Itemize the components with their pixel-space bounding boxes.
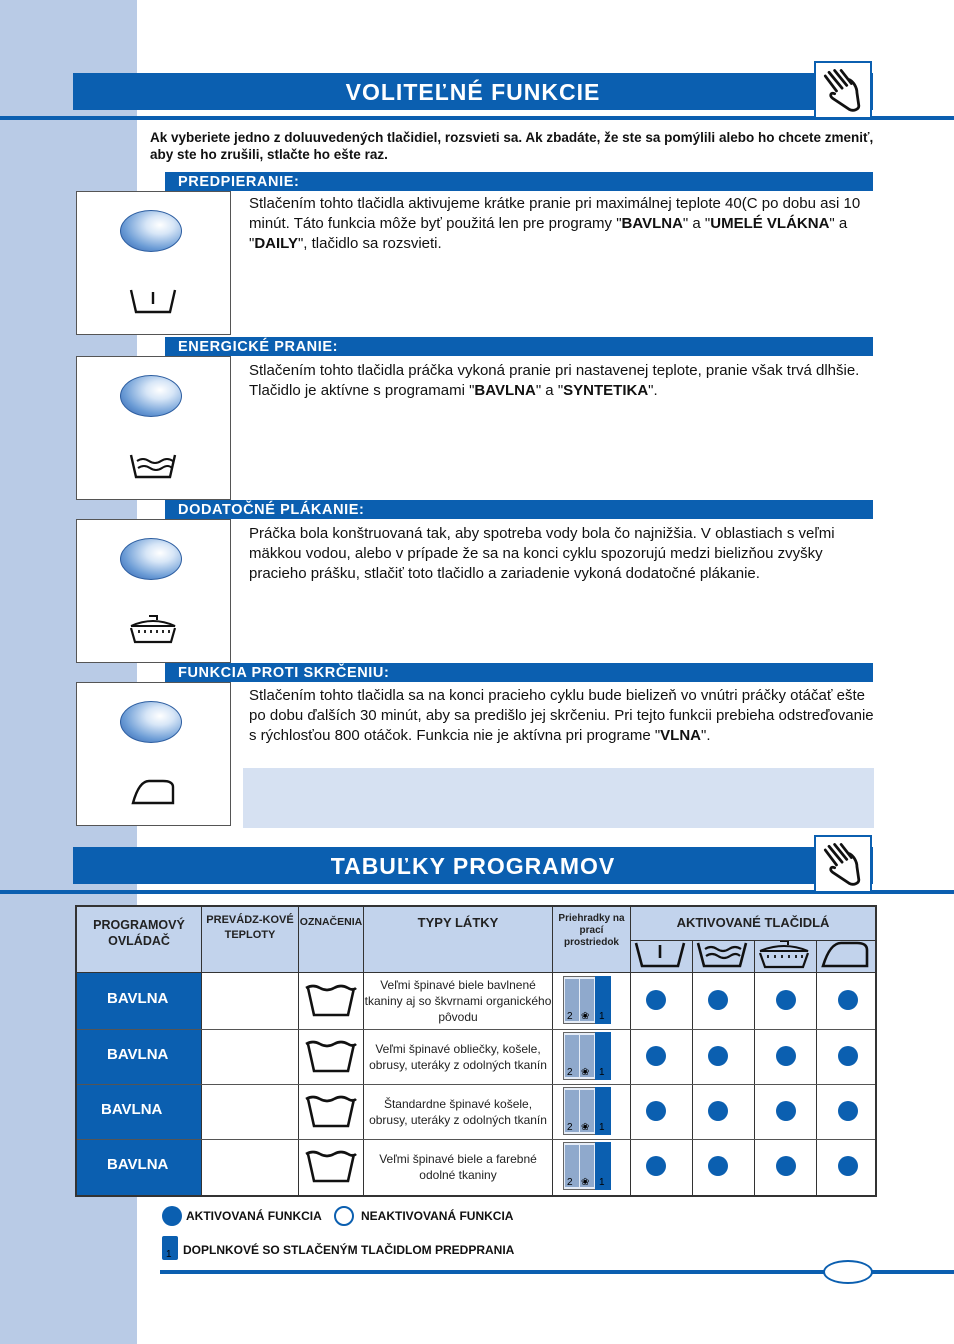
program-table [75, 905, 877, 1197]
fabric-description: Veľmi špinavé biele bavlnené tkaniny aj so škvrnami organického pôvodu [364, 977, 552, 1024]
note-box [243, 768, 874, 828]
function-text-intensive [249, 361, 875, 401]
prewash-icon [127, 286, 179, 316]
extra-rinse-icon [756, 939, 812, 969]
intro-text: Ak vyberiete jedno z doluuvedených tlačidiel, rozsvieti sa. Ak zbadáte, že ste sa pomýlili alebo ho chcete zmeniť, aby ste ho zrušili, stlačte ho ešte raz. [150, 130, 874, 162]
active-indicator [708, 990, 728, 1010]
emphasis-text: DAILY [254, 235, 298, 252]
active-indicator [646, 1156, 666, 1176]
dispenser-icon [563, 1142, 611, 1190]
dispenser-label: ❀ [581, 1177, 590, 1188]
legend-extra: DOPLNKOVÉ SO STLAČENÝM TLAČIDLOM PREDPRANIA [183, 1243, 515, 1257]
active-indicator [708, 1046, 728, 1066]
program-name: BAVLNA [107, 990, 169, 1007]
active-indicator [708, 1156, 728, 1176]
body-text: Práčka bola konštruovaná tak, aby spotreba vody bola čo najnižšia. V oblastiach s veľmi mäkkou vodou, alebo v prípade že sa na konci cyklu spozorujú medzi bielizňou zvyšky pracieho prášku, stlačiť toto tlačidlo a zariadenie vykoná dodatočné plákanie. [249, 525, 835, 582]
intensive-wash-icon [127, 451, 179, 481]
dispenser-icon [563, 1087, 611, 1135]
row-divider [77, 1029, 875, 1030]
active-dot-icon [162, 1206, 182, 1226]
wash-tub-icon [303, 1148, 359, 1184]
dispenser-label: 1 [599, 1122, 605, 1133]
dispenser-label: 1 [599, 1011, 605, 1022]
dispenser-badge [162, 1236, 178, 1260]
function-text-prewash [249, 194, 875, 254]
column-divider [692, 940, 693, 1195]
header-program: PROGRAMOVÝ OVLÁDAČ [93, 918, 185, 948]
function-title-rinse: DODATOČNÉ PLÁKANIE: [165, 500, 873, 519]
active-indicator [838, 1101, 858, 1121]
intensive-wash-icon [694, 939, 750, 969]
dispenser-icon [563, 976, 611, 1024]
header-subdivider [630, 940, 875, 941]
row-divider [77, 1084, 875, 1085]
optional-functions-title: VOLITEĽNÉ FUNKCIE [73, 73, 873, 110]
emphasis-text: BAVLNA [474, 382, 536, 399]
function-text-anticrease [249, 686, 875, 746]
function-panel-prewash [76, 191, 231, 335]
legend-active: AKTIVOVANÁ FUNKCIA [186, 1209, 322, 1223]
body-text: ". [648, 382, 658, 399]
header-temperature: PREVÁDZ-KOVÉ TEPLOTY [206, 914, 294, 941]
column-divider [630, 907, 631, 1195]
active-indicator [646, 1101, 666, 1121]
body-text: Stlačením tohto tlačidla aktivujeme krátke pranie pri maximálnej teplote 40(C po dobu asi 10 minút. Táto funkcia môže byť použitá len pre programy " [249, 195, 861, 232]
active-indicator [776, 1156, 796, 1176]
dispenser-label: 2 [567, 1011, 573, 1022]
dispenser-badge-label: 1 [166, 1249, 172, 1260]
emphasis-text: VLNA [660, 727, 701, 744]
hand-icon [814, 835, 872, 893]
fabric-description: Veľmi špinavé biele a farebné odolné tkaniny [379, 1151, 537, 1182]
legend-inactive: NEAKTIVOVANÁ FUNKCIA [361, 1209, 514, 1223]
active-indicator [838, 1046, 858, 1066]
program-name: BAVLNA [107, 1046, 169, 1063]
active-indicator [776, 1046, 796, 1066]
function-panel-intensive [76, 356, 231, 500]
function-text-rinse [249, 524, 875, 584]
body-text: " a " [249, 215, 848, 252]
header-buttons: AKTIVOVANÉ TLAČIDLÁ [676, 915, 830, 930]
extra-rinse-button[interactable] [120, 538, 182, 580]
prewash-icon [632, 939, 688, 969]
header-marks: OZNAČENIA [299, 916, 363, 928]
anti-crease-icon [817, 939, 873, 969]
body-text: " a " [535, 382, 564, 399]
header-dispenser: Priehradky na prací prostriedok [558, 913, 625, 948]
page-number-oval [823, 1260, 873, 1284]
column-divider [816, 940, 817, 1195]
body-text: Stlačením tohto tlačidla sa na konci pracieho cyklu bude bielizeň vo vnútri práčky otáčať ešte po dobu ďalších 30 minút, aby sa predišlo jej skrčeniu. Pri tejto funkcii prebieha odstreďovanie s rýchlosťou 800 otáčok. Funkcia nie je aktívna pri programe " [249, 687, 874, 744]
column-divider [201, 907, 202, 1195]
dispenser-label: ❀ [581, 1122, 590, 1133]
inactive-dot-icon [334, 1206, 354, 1226]
body-text: ", tlačidlo sa rozsvieti. [297, 235, 442, 252]
section-divider [0, 890, 954, 894]
function-title-prewash: PREDPIERANIE: [165, 172, 873, 191]
active-indicator [838, 1156, 858, 1176]
dispenser-label: ❀ [581, 1067, 590, 1078]
function-title-intensive: ENERGICKÉ PRANIE: [165, 337, 873, 356]
emphasis-text: BAVLNA [621, 215, 683, 232]
program-name: BAVLNA [101, 1101, 163, 1118]
active-indicator [838, 990, 858, 1010]
prewash-button[interactable] [120, 210, 182, 252]
emphasis-text: SYNTETIKA [563, 382, 649, 399]
section-divider [0, 116, 954, 120]
body-text: ". [701, 727, 711, 744]
body-text: " a " [682, 215, 711, 232]
function-title-anticrease: FUNKCIA PROTI SKRČENIU: [165, 663, 873, 682]
function-panel-rinse [76, 519, 231, 663]
intensive-wash-button[interactable] [120, 375, 182, 417]
active-indicator [646, 990, 666, 1010]
row-divider [77, 1139, 875, 1140]
dispenser-label: 1 [599, 1067, 605, 1078]
dispenser-label: 2 [567, 1177, 573, 1188]
program-tables-title: TABUĽKY PROGRAMOV [73, 847, 873, 884]
anti-crease-button[interactable] [120, 701, 182, 743]
wash-tub-icon [303, 982, 359, 1018]
extra-rinse-icon [127, 614, 179, 644]
active-indicator [776, 1101, 796, 1121]
function-panel-anticrease [76, 682, 231, 826]
body-text: Stlačením tohto tlačidla práčka vykoná pranie pri nastavenej teplote, pranie však trvá dlhšie. Tlačidlo je aktívne s programami " [249, 362, 860, 399]
dispenser-label: ❀ [581, 1011, 590, 1022]
active-indicator [708, 1101, 728, 1121]
anti-crease-icon [127, 777, 179, 807]
emphasis-text: UMELÉ VLÁKNA [710, 215, 830, 232]
active-indicator [646, 1046, 666, 1066]
fabric-description: Štandardne špinavé košele, obrusy, uteráky z odolných tkanín [369, 1096, 547, 1127]
column-divider [298, 907, 299, 1195]
hand-icon [814, 61, 872, 119]
dispenser-label: 1 [599, 1177, 605, 1188]
dispenser-icon [563, 1032, 611, 1080]
fabric-description: Veľmi špinavé obliečky, košele, obrusy, uteráky z odolných tkanín [369, 1041, 547, 1072]
wash-tub-icon [303, 1093, 359, 1129]
wash-tub-icon [303, 1038, 359, 1074]
program-name: BAVLNA [107, 1156, 169, 1173]
column-divider [552, 907, 553, 1195]
column-divider [754, 940, 755, 1195]
header-fabric: TYPY LÁTKY [417, 915, 499, 930]
dispenser-label: 2 [567, 1067, 573, 1078]
dispenser-label: 2 [567, 1122, 573, 1133]
active-indicator [776, 990, 796, 1010]
